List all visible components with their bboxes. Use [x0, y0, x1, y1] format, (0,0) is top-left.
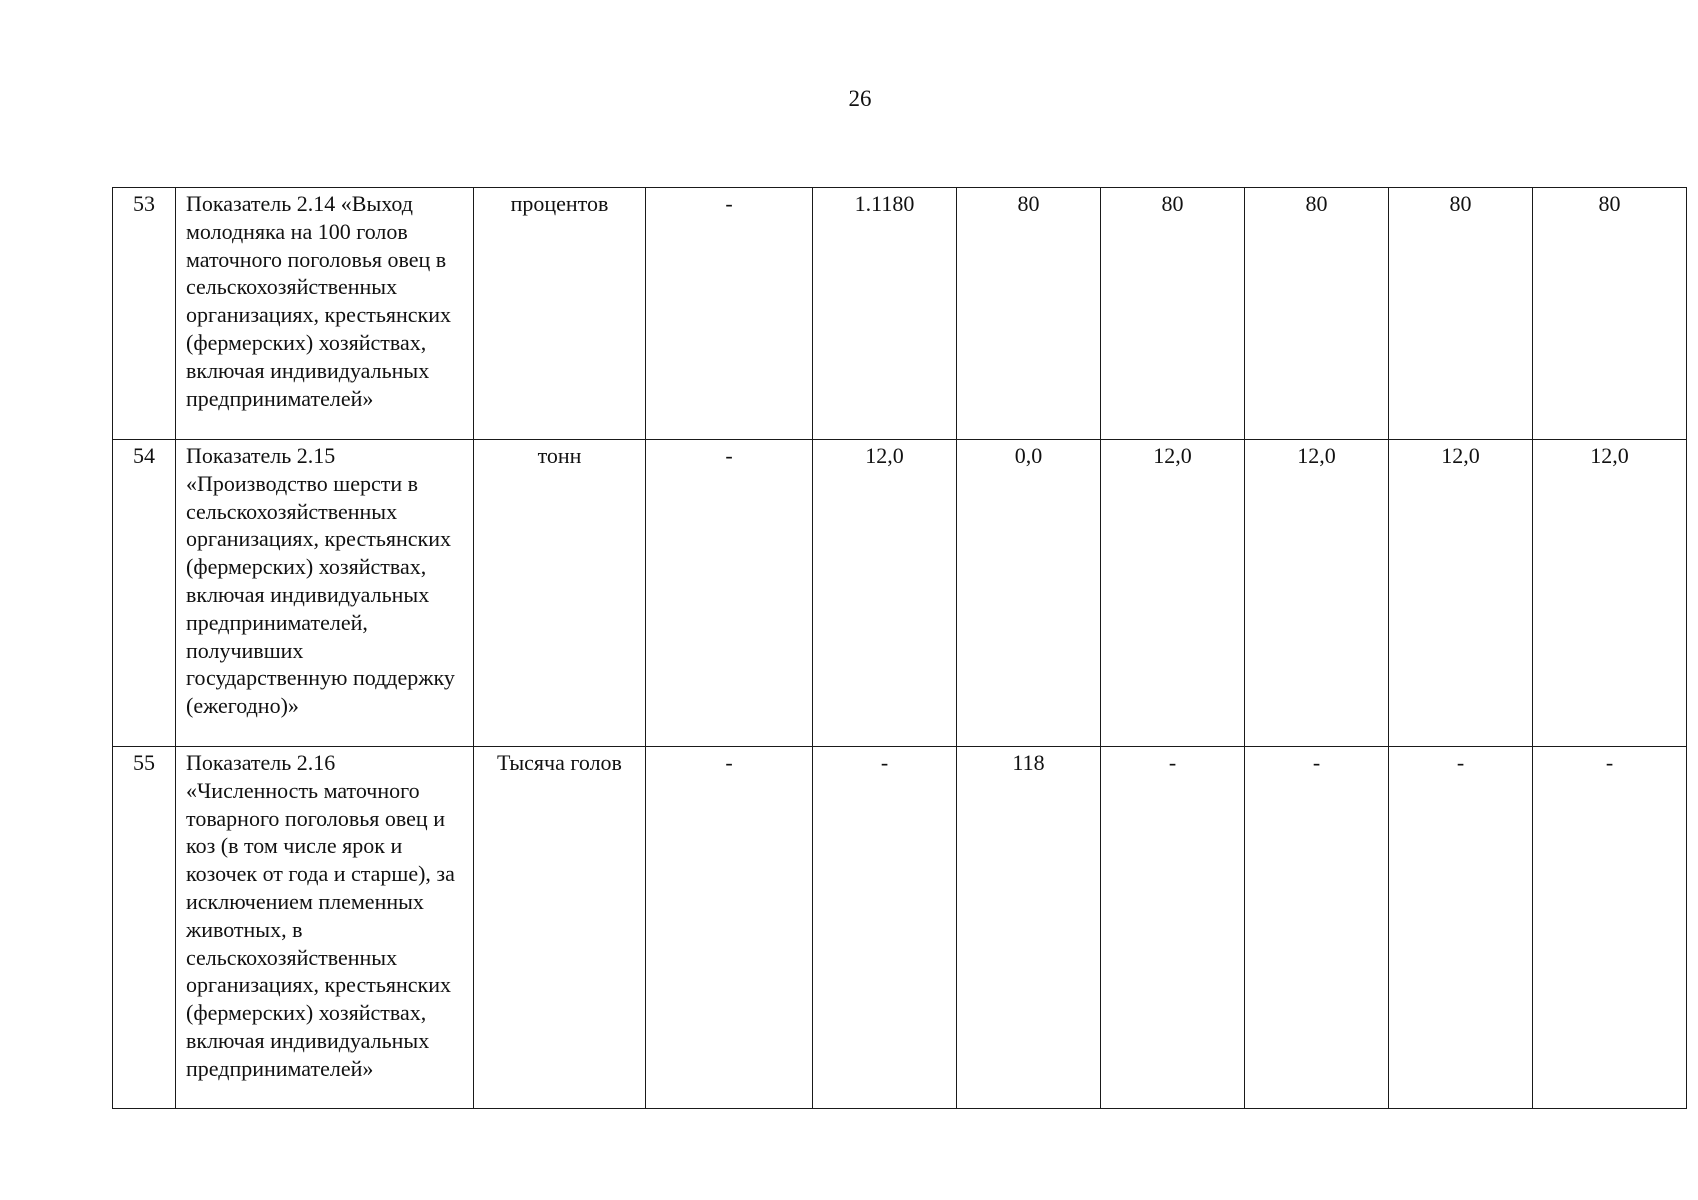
unit-cell: процентов	[474, 188, 646, 440]
indicator-name: Показатель 2.15 «Производство шерсти в сельскохозяйственных организациях, крестьянских (фермерских) хозяйствах, включая индивидуальных предпринимателей, получивших государственную поддержку (ежегодно)»	[176, 440, 474, 747]
value-cell: 80	[957, 188, 1101, 440]
table-row	[113, 747, 1687, 1109]
indicators-table	[112, 187, 1687, 1109]
unit-cell: тонн	[474, 440, 646, 747]
row-number: 53	[113, 188, 176, 440]
indicator-name: Показатель 2.14 «Выход молодняка на 100 голов маточного поголовья овец в сельскохозяйственных организациях, крестьянских (фермерских) хозяйствах, включая индивидуальных предпринимателей»	[176, 188, 474, 440]
value-cell: 12,0	[813, 440, 957, 747]
value-cell: -	[813, 747, 957, 1109]
value-cell: 118	[957, 747, 1101, 1109]
page-number: 26	[848, 86, 872, 111]
value-cell: 1.1180	[813, 188, 957, 440]
value-cell: -	[646, 440, 813, 747]
value-cell: -	[646, 188, 813, 440]
value-cell: -	[1533, 747, 1687, 1109]
value-cell: -	[646, 747, 813, 1109]
value-cell: 0,0	[957, 440, 1101, 747]
value-cell: 12,0	[1101, 440, 1245, 747]
value-cell: 80	[1101, 188, 1245, 440]
row-number: 55	[113, 747, 176, 1109]
value-cell: -	[1101, 747, 1245, 1109]
value-cell: 12,0	[1533, 440, 1687, 747]
indicator-name: Показатель 2.16 «Численность маточного товарного поголовья овец и коз (в том числе ярок и козочек от года и старше), за исключением племенных животных, в сельскохозяйственных организациях, крестьянских (фермерских) хозяйствах, включая индивидуальных предпринимателей»	[176, 747, 474, 1109]
row-number: 54	[113, 440, 176, 747]
value-cell: 12,0	[1245, 440, 1389, 747]
value-cell: -	[1245, 747, 1389, 1109]
value-cell: -	[1389, 747, 1533, 1109]
value-cell: 12,0	[1389, 440, 1533, 747]
table-row	[113, 440, 1687, 747]
value-cell: 80	[1533, 188, 1687, 440]
value-cell: 80	[1389, 188, 1533, 440]
value-cell: 80	[1245, 188, 1389, 440]
table-row	[113, 188, 1687, 440]
unit-cell: Тысяча голов	[474, 747, 646, 1109]
